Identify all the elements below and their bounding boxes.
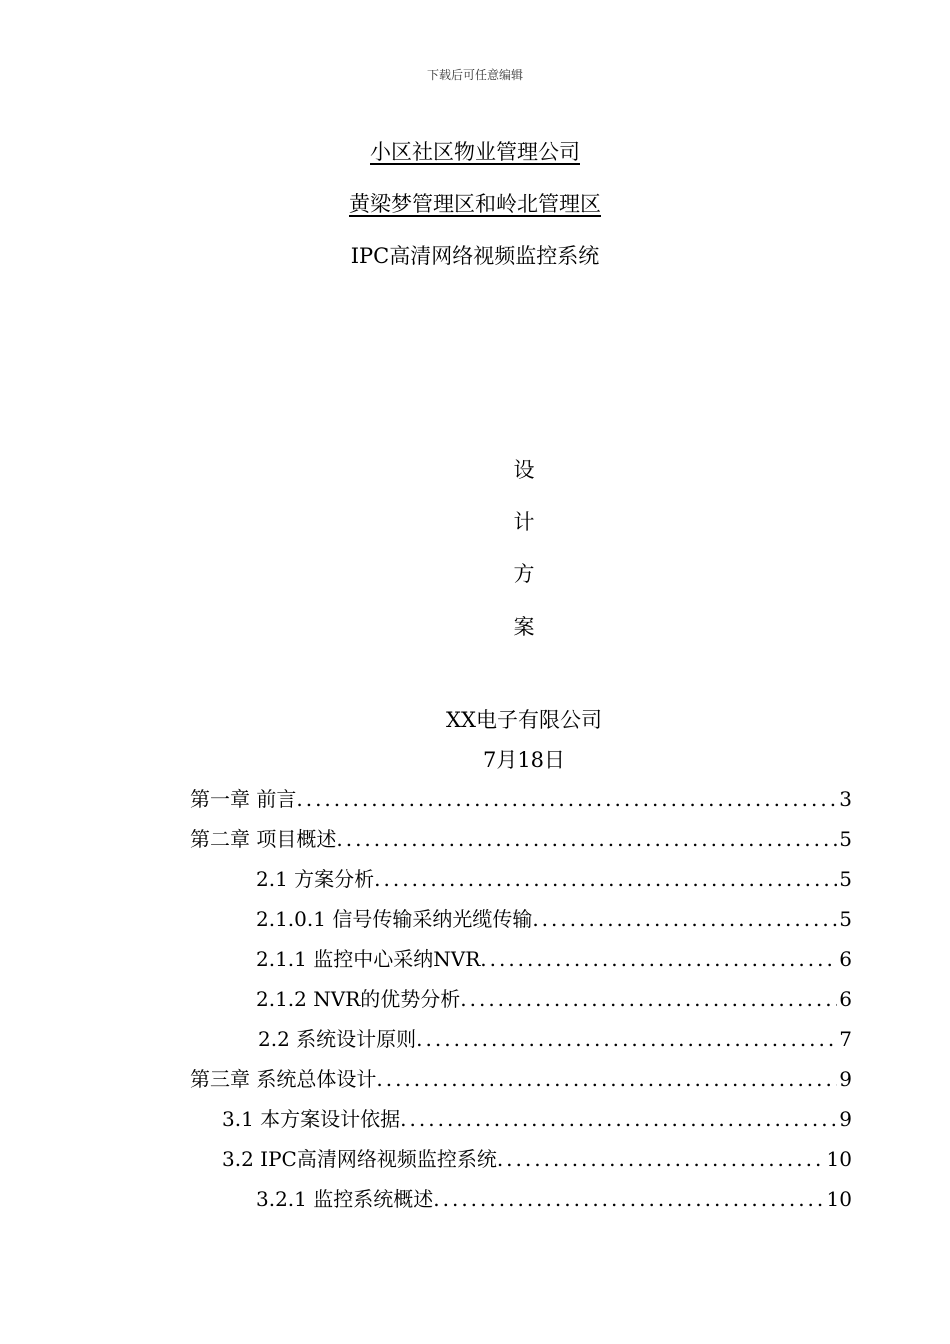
toc-entry[interactable]: [222, 1143, 852, 1171]
toc-entry-page: 5: [839, 867, 852, 891]
toc-entry-label: 2.1.1 监控中心采纳NVR: [256, 947, 481, 971]
toc-entry[interactable]: [258, 1023, 852, 1051]
toc-leader-dots: [480, 947, 837, 971]
toc-entry-label: 3.2.1 监控系统概述: [256, 1187, 434, 1211]
toc-entry[interactable]: [256, 903, 852, 931]
toc-leader-dots: [433, 1187, 824, 1211]
toc-entry-label: 2.2 系统设计原则: [258, 1027, 417, 1051]
vertical-title-char-2: 计: [513, 510, 535, 534]
toc-leader-dots: [416, 1027, 837, 1051]
toc-leader-dots: [400, 1107, 837, 1131]
toc-entry-page: 9: [839, 1107, 852, 1131]
toc-entry-page: 7: [839, 1027, 852, 1051]
toc-entry-page: 6: [839, 947, 852, 971]
toc-entry[interactable]: [222, 1103, 852, 1131]
toc-entry[interactable]: [256, 863, 852, 891]
toc-leader-dots: [460, 987, 837, 1011]
toc-entry[interactable]: [190, 823, 852, 851]
toc-entry-label: 第三章 系统总体设计: [190, 1067, 377, 1091]
document-title-line-3: IPC高清网络视频监控系统: [350, 244, 600, 268]
toc-entry-page: 10: [826, 1187, 852, 1211]
toc-entry-page: 3: [839, 787, 852, 811]
vertical-title-char-3: 方: [513, 562, 535, 586]
toc-entry[interactable]: [256, 983, 852, 1011]
toc-entry-label: 3.2 IPC高清网络视频监控系统: [222, 1147, 497, 1171]
toc-entry-page: 6: [839, 987, 852, 1011]
toc-entry-page: 9: [839, 1067, 852, 1091]
toc-entry-label: 2.1.2 NVR的优势分析: [256, 987, 461, 1011]
toc-entry-label: 2.1.0.1 信号传输采纳光缆传输: [256, 907, 533, 931]
toc-entry-label: 2.1 方案分析: [256, 867, 375, 891]
toc-entry-label: 3.1 本方案设计依据: [222, 1107, 401, 1131]
document-title-line-1: 小区社区物业管理公司: [370, 140, 580, 164]
document-date: 7月18日: [482, 748, 566, 772]
document-title-line-2: 黄梁梦管理区和岭北管理区: [349, 192, 601, 216]
page-header-note: 下载后可任意编辑: [426, 68, 523, 82]
toc-leader-dots: [497, 1147, 825, 1171]
toc-leader-dots: [376, 1067, 837, 1091]
toc-entry-page: 5: [839, 827, 852, 851]
toc-entry[interactable]: [256, 1183, 852, 1211]
toc-entry[interactable]: [190, 783, 852, 811]
toc-entry-label: 第一章 前言: [190, 787, 297, 811]
toc-leader-dots: [532, 907, 837, 931]
toc-entry-page: 10: [826, 1147, 852, 1171]
toc-entry[interactable]: [256, 943, 852, 971]
toc-entry-label: 第二章 项目概述: [190, 827, 337, 851]
vertical-title-char-1: 设: [513, 458, 535, 482]
toc-entry[interactable]: [190, 1063, 852, 1091]
toc-leader-dots: [374, 867, 837, 891]
company-name: XX电子有限公司: [446, 708, 602, 732]
toc-leader-dots: [336, 827, 837, 851]
toc-leader-dots: [296, 787, 837, 811]
vertical-title-char-4: 案: [513, 615, 535, 639]
toc-entry-page: 5: [839, 907, 852, 931]
